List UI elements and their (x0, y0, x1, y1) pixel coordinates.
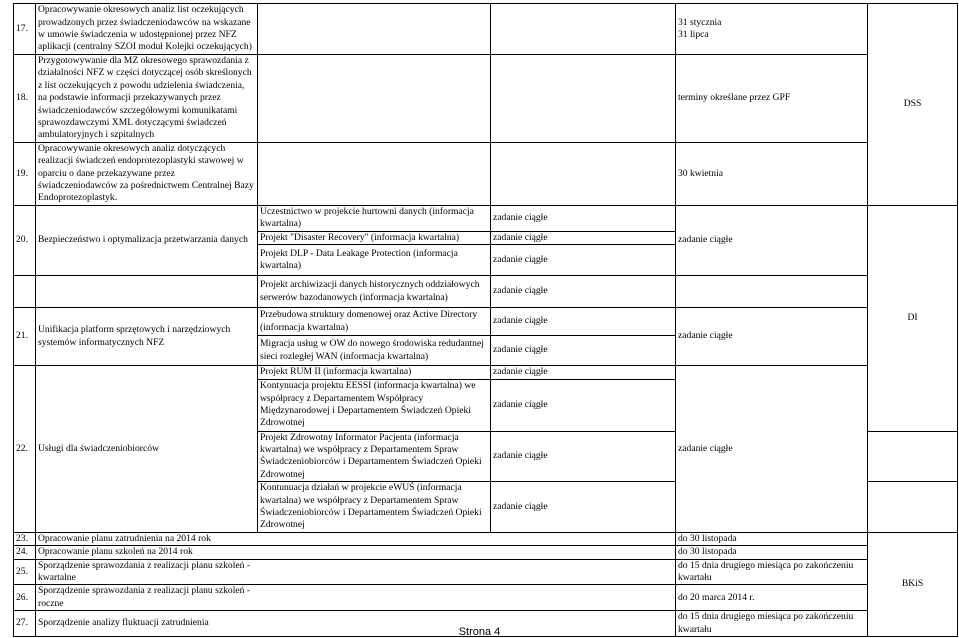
project-name: Projekt archiwizacji danych historycznych oddziałowych serwerów bazodanowych (informacja kwartalna) (258, 276, 491, 308)
deadline: do 15 dnia drugiego miesiąca po zakończeniu kwartału (676, 559, 868, 585)
task-description: Opracowywanie okresowych analiz dotyczących realizacji świadczeń endoprotezoplastyki stawowej w oparciu o dane przekazywane przez świadczeniodawców za pośrednictwem Centralnej Bazy Endoprotezoplastyk. (36, 142, 258, 205)
task-mode: zadanie ciągłe (491, 276, 676, 308)
unit-cell (868, 431, 958, 482)
project-cell (258, 55, 491, 143)
project-name: Projekt Zdrowotny Informator Pacjenta (informacja kwartalna) we współpracy z Departamentem Spraw Świadczeniobiorców i Departamentem Świadczeń Opieki Zdrowotnej (258, 431, 491, 482)
table-row (14, 546, 958, 559)
task-mode: zadanie ciągłe (491, 431, 676, 482)
task-mode: zadanie ciągłe (491, 308, 676, 336)
table-row (14, 276, 958, 308)
unit-cell: BKiS (868, 532, 958, 636)
row-number: 25. (14, 559, 36, 585)
row-number: 17. (14, 4, 36, 55)
unit-cell: DI (868, 205, 958, 431)
task-description: Sporządzenie analizy fluktuacji zatrudnienia (36, 611, 676, 637)
task-mode: zadanie ciągłe (491, 245, 676, 276)
row-number: 26. (14, 585, 36, 611)
table-row (14, 142, 958, 205)
mode-cell (491, 4, 676, 55)
table-row (14, 559, 958, 585)
project-name: Kontunuacja działań w projekcie eWUŚ (informacja kwartalna) we współpracy z Departamentem Spraw Świadczeniobiorców i Departamentem Świadczeń Opieki Zdrowotnej (258, 482, 491, 533)
task-description-text: Sporządzenie sprawozdania z realizacji planu szkoleń - roczne (38, 585, 251, 609)
row-number: 27. (14, 611, 36, 637)
task-description-text: Sporządzenie sprawozdania z realizacji planu szkoleń - kwartalne (38, 559, 251, 583)
project-name: Przebudowa struktury domenowej oraz Active Directory (informacja kwartalna) (258, 308, 491, 336)
project-name: Projekt DLP - Data Leakage Protection (informacja kwartalna) (258, 245, 491, 276)
deadline: terminy określane przez GPF (676, 55, 868, 143)
row-number: 21. (14, 308, 36, 366)
deadline: 31 lipca (678, 29, 709, 40)
task-description: Przygotowywanie dla MZ okresowego sprawozdania z działalności NFZ w części dotyczącej osób skreślonych z list oczekujących z powodu udzielenia świadczenia, na podstawie informacji przekazywanych przez świadczeniodawców szczegółowymi komunikatami sprawozdawczymi XML dotyczącymi świadczeń ambulatoryjnych i szpitalnych (36, 55, 258, 143)
row-number: 19. (14, 142, 36, 205)
project-name: Uczestnictwo w projekcie hurtowni danych (informacja kwartalna) (258, 205, 491, 231)
deadline: do 15 dnia drugiego miesiąca po zakończeniu kwartału (676, 611, 868, 637)
table-row (14, 532, 958, 545)
row-number: 23. (14, 532, 36, 545)
task-description: Opracowywanie okresowych analiz list oczekujących prowadzonych przez świadczeniodawców na wskazane w umowie świadczenia w udostępnionej przez NFZ aplikacji (centralny SZOI moduł Kolejki oczekujących) (36, 4, 258, 55)
row-number: 24. (14, 546, 36, 559)
plan-table (13, 3, 958, 637)
deadline: zadanie ciągłe (676, 205, 868, 275)
deadline-cell (676, 276, 868, 308)
unit-cell (868, 482, 958, 533)
table-row (14, 55, 958, 143)
page-footer: Strona 4 (458, 626, 501, 638)
task-description: Unifikacja platform sprzętowych i narzędziowych systemów informatycznych NFZ (36, 308, 258, 366)
task-mode: zadanie ciągłe (491, 379, 676, 431)
task-description (36, 276, 258, 308)
task-description (36, 559, 676, 585)
task-description: Opracowanie planu zatrudnienia na 2014 rok (36, 532, 676, 545)
row-number: 18. (14, 55, 36, 143)
mode-cell (491, 142, 676, 205)
deadline: zadanie ciągłe (676, 366, 868, 533)
task-description: Bezpieczeństwo i optymalizacja przetwarzania danych (36, 205, 258, 275)
mode-cell (491, 55, 676, 143)
task-mode: zadanie ciągłe (491, 231, 676, 244)
task-mode: zadanie ciągłe (491, 482, 676, 533)
deadline: zadanie ciągłe (676, 308, 868, 366)
row-number (14, 276, 36, 308)
deadline: 31 stycznia (678, 16, 722, 28)
unit-cell: DSS (868, 4, 958, 206)
row-number: 22. (14, 366, 36, 533)
project-name: Projekt RUM II (informacja kwartalna) (258, 366, 491, 379)
task-mode: zadanie ciągłe (491, 366, 676, 379)
task-description: Usługi dla świadczeniobiorców (36, 366, 258, 533)
project-name: Kontynuacja projektu EESSI (informacja kwartalna) we współpracy z Departamentem Współpracy Międzynarodowej i Departamentem Świadczeń Opieki Zdrowotnej (258, 379, 491, 431)
project-name: Migracja usług w OW do nowego środowiska redudantnej sieci rozległej WAN (informacja kwartalna) (258, 336, 491, 366)
deadline: 30 kwietnia (676, 142, 868, 205)
table-row (14, 585, 958, 611)
deadline: do 20 marca 2014 r. (676, 585, 868, 611)
task-mode: zadanie ciągłe (491, 336, 676, 366)
row-number: 20. (14, 205, 36, 275)
deadline: do 30 listopada (676, 546, 868, 559)
task-description (36, 585, 676, 611)
table-row (14, 366, 958, 379)
project-cell (258, 4, 491, 55)
task-mode: zadanie ciągłe (491, 205, 676, 231)
table-row (14, 308, 958, 336)
table-row (14, 4, 958, 55)
deadline-cell (676, 4, 868, 55)
project-name: Projekt "Disaster Recovery" (informacja kwartalna) (258, 231, 491, 244)
project-cell (258, 142, 491, 205)
task-description: Opracowanie planu szkoleń na 2014 rok (36, 546, 676, 559)
table-row (14, 205, 958, 231)
deadline: do 30 listopada (676, 532, 868, 545)
